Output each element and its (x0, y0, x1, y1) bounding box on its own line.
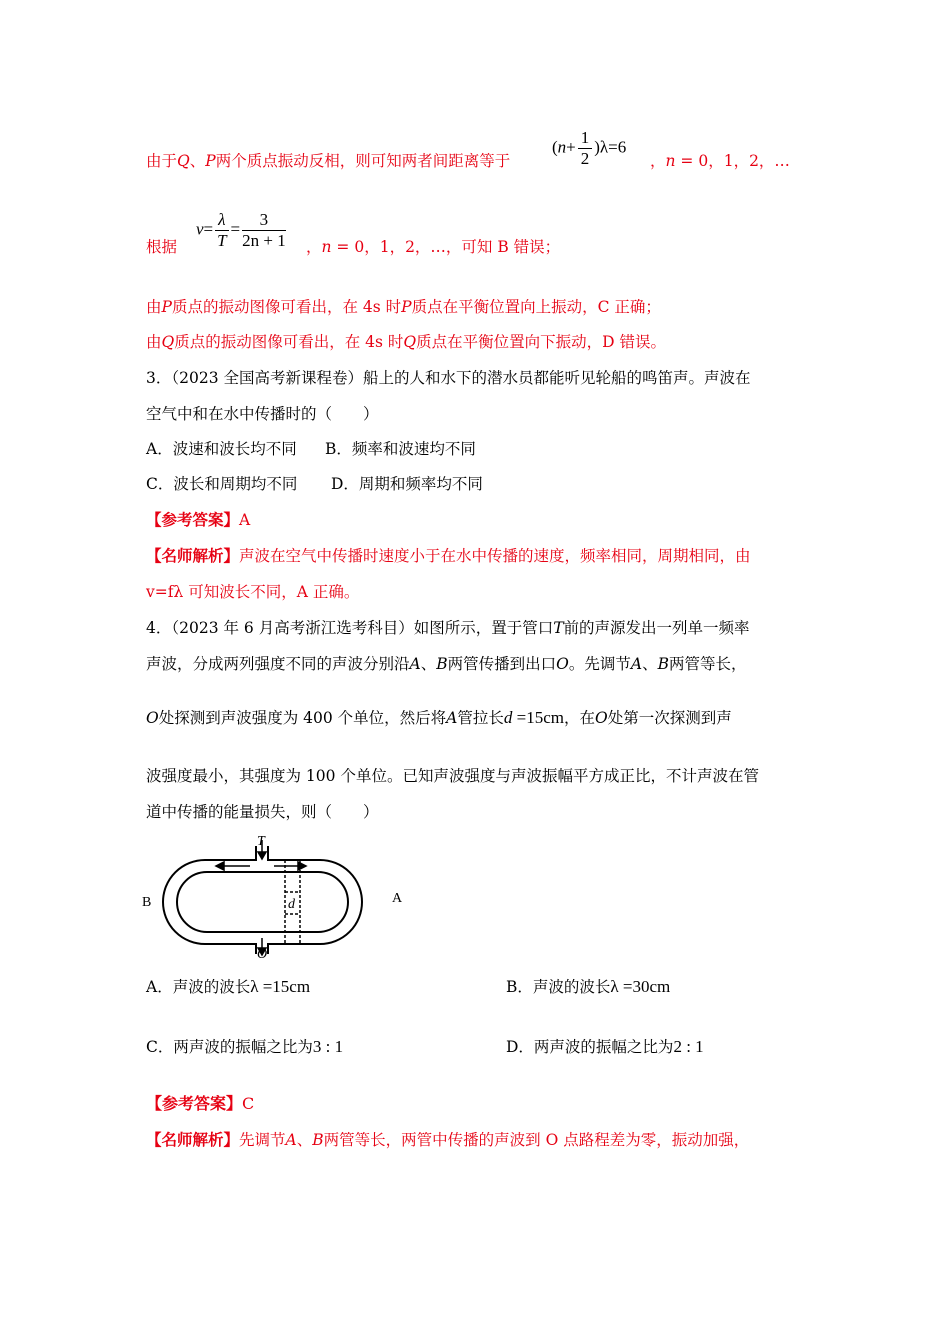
q3-option-c: C．波长和周期均不同 (146, 475, 298, 493)
label-A: A (392, 891, 403, 906)
q4-option-d: D．两声波的振幅之比为2 : 1 (506, 1037, 704, 1056)
q4-stem-line-3: O处探测到声波强度为 400 个单位，然后将A管拉长d =15cm，在O处第一次探测到声 (146, 708, 732, 727)
q3-stem-line-2: 空气中和在水中传播时的（ ） (146, 405, 379, 423)
q3-answer: 【参考答案】A (146, 510, 251, 529)
q4-option-a: A．声波的波长λ =15cm (146, 977, 311, 996)
q3-stem-line-1: 3．（2023 全国高考新课程卷）船上的人和水下的潜水员都能听见轮船的鸣笛声。声波在 (146, 369, 751, 387)
formula-velocity: v= $\frac{\lambda}{T}$ = $\frac{3}{2n + 1}$ (196, 210, 286, 250)
q4-stem-line-4: 波强度最小，其强度为 100 个单位。已知声波强度与声波振幅平方成正比，不计声波在管 (146, 767, 759, 785)
q4-option-c: C．两声波的振幅之比为3 : 1 (146, 1037, 344, 1056)
solution-line-2: 根据 (146, 238, 178, 256)
q3-option-d: D．周期和频率均不同 (331, 475, 483, 493)
solution-line-1: 由于Q、P两个质点振动反相，则可知两者间距离等于 (146, 152, 511, 170)
q4-option-b: B．声波的波长λ =30cm (506, 977, 671, 996)
q3-option-b: B．频率和波速均不同 (325, 440, 476, 458)
label-B: B (142, 895, 152, 910)
formula-distance: (n+ $\frac{1}{2}$ )λ=6 (552, 128, 627, 168)
label-T: T (257, 834, 265, 849)
q4-stem-line-5: 道中传播的能量损失，则（ ） (146, 803, 379, 821)
label-O: O (257, 947, 268, 960)
tube-inner-wall (177, 872, 348, 932)
solution-line-3: 由P质点的振动图像可看出，在 4s 时P质点在平衡位置向上振动，C 正确； (146, 298, 661, 316)
tube-diagram (140, 832, 410, 960)
label-d: d (288, 897, 295, 912)
q3-option-a: A．波速和波长均不同 (146, 440, 297, 458)
solution-line-1-tail: ，n = 0，1，2，… (650, 152, 790, 170)
q4-answer: 【参考答案】C (146, 1094, 255, 1113)
q4-stem-line-1: 4．（2023 年 6 月高考浙江选考科目）如图所示，置于管口T前的声源发出一列单一频率 (146, 619, 750, 637)
solution-line-4: 由Q质点的振动图像可看出，在 4s 时Q质点在平衡位置向下振动，D 错误。 (146, 333, 666, 351)
q3-analysis-line-1: 【名师解析】声波在空气中传播时速度小于在水中传播的速度，频率相同，周期相同，由 (146, 546, 751, 565)
q4-analysis-line-1: 【名师解析】先调节A、B两管等长，两管中传播的声波到 O 点路程差为零，振动加强， (146, 1130, 750, 1149)
q4-stem-line-2: 声波，分成两列强度不同的声波分别沿A、B两管传播到出口O。先调节A、B两管等长， (146, 655, 747, 673)
solution-line-2-tail: ，n = 0，1，2，…，可知 B 错误； (306, 238, 561, 256)
q3-analysis-line-2: v=fλ 可知波长不同，A 正确。 (146, 583, 360, 601)
